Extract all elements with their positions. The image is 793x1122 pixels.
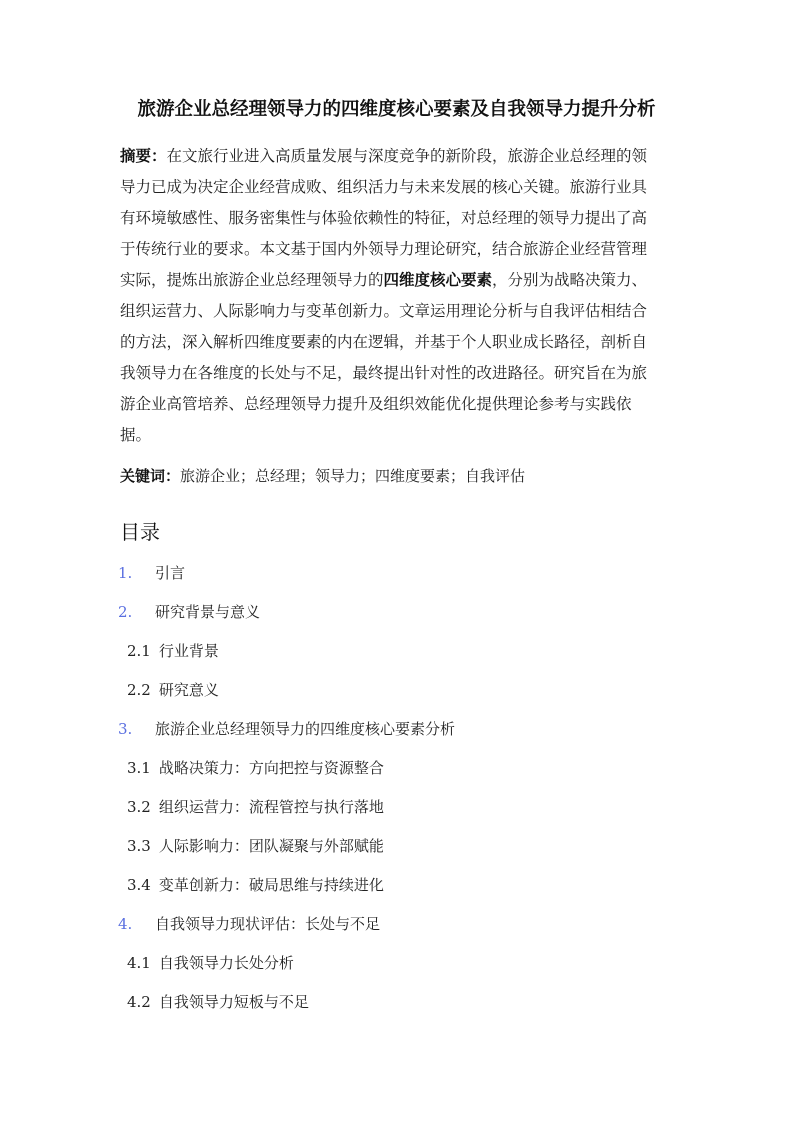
toc-item-label: 自我领导力长处分析 <box>158 954 294 972</box>
toc-item-number: 4.1 <box>127 954 151 972</box>
toc-item-label: 自我领导力现状评估：长处与不足 <box>155 915 381 933</box>
toc-item-number: 2. <box>118 603 133 621</box>
document-title: 旅游企业总经理领导力的四维度核心要素及自我领导力提升分析 <box>137 99 656 120</box>
abstract-line: 导力已成为决定企业经营成败、组织活力与未来发展的核心关键。旅游行业具 <box>120 178 648 196</box>
abstract-line: 据。 <box>120 426 152 444</box>
toc-item[interactable] <box>118 756 455 795</box>
toc-item[interactable] <box>118 600 455 639</box>
toc-item-number: 2.2 <box>127 681 151 699</box>
abstract-line: 我领导力在各维度的长处与不足，最终提出针对性的改进路径。研究旨在为旅 <box>120 364 648 382</box>
abstract-line: 有环境敏感性、服务密集性与体验依赖性的特征，对总经理的领导力提出了高 <box>120 209 648 227</box>
toc-item[interactable] <box>118 795 455 834</box>
toc-item-label: 行业背景 <box>158 642 219 660</box>
toc-item-number: 3.1 <box>127 759 151 777</box>
toc-item-number: 1. <box>118 564 133 582</box>
toc-item[interactable] <box>118 717 455 756</box>
table-of-contents <box>118 561 455 1029</box>
toc-item-number: 2.1 <box>127 642 151 660</box>
toc-item-number: 3.4 <box>127 876 151 894</box>
abstract-line: 于传统行业的要求。本文基于国内外领导力理论研究，结合旅游企业经营管理 <box>120 240 648 258</box>
abstract-line-tail: ，分别为战略决策力、 <box>492 271 648 289</box>
toc-item-label: 自我领导力短板与不足 <box>158 993 309 1011</box>
toc-item-number: 3.3 <box>127 837 151 855</box>
toc-item[interactable] <box>118 678 455 717</box>
toc-item[interactable] <box>118 561 455 600</box>
toc-item[interactable] <box>118 951 455 990</box>
toc-item-label: 研究背景与意义 <box>155 603 261 621</box>
abstract <box>120 142 680 452</box>
keywords <box>120 465 525 486</box>
toc-item[interactable] <box>118 873 455 912</box>
toc-item-label: 组织运营力：流程管控与执行落地 <box>158 798 384 816</box>
abstract-line: 组织运营力、人际影响力与变革创新力。文章运用理论分析与自我评估相结合 <box>120 302 648 320</box>
toc-item-label: 变革创新力：破局思维与持续进化 <box>158 876 384 894</box>
toc-item[interactable] <box>118 639 455 678</box>
abstract-label: 摘要： <box>120 147 167 165</box>
abstract-line: 实际，提炼出旅游企业总经理领导力的 <box>120 271 384 289</box>
toc-item-number: 3.2 <box>127 798 151 816</box>
toc-item[interactable] <box>118 834 455 873</box>
toc-item[interactable] <box>118 912 455 951</box>
abstract-line: 的方法，深入解析四维度要素的内在逻辑，并基于个人职业成长路径，剖析自 <box>120 333 648 351</box>
toc-item-number: 4. <box>118 915 133 933</box>
toc-item-number: 3. <box>118 720 133 738</box>
abstract-line: 游企业高管培养、总经理领导力提升及组织效能优化提供理论参考与实践依 <box>120 395 632 413</box>
keywords-text: 旅游企业；总经理；领导力；四维度要素；自我评估 <box>180 467 526 485</box>
keywords-label: 关键词： <box>120 467 181 485</box>
toc-item-label: 引言 <box>155 564 186 582</box>
abstract-bold-phrase: 四维度核心要素 <box>383 271 493 289</box>
toc-item-label: 旅游企业总经理领导力的四维度核心要素分析 <box>155 720 456 738</box>
abstract-line: 在文旅行业进入高质量发展与深度竞争的新阶段，旅游企业总经理的领 <box>166 147 648 165</box>
toc-item[interactable] <box>118 990 455 1029</box>
toc-item-label: 战略决策力：方向把控与资源整合 <box>158 759 384 777</box>
toc-item-number: 4.2 <box>127 993 151 1011</box>
toc-heading: 目录 <box>120 520 160 544</box>
toc-item-label: 人际影响力：团队凝聚与外部赋能 <box>158 837 384 855</box>
toc-item-label: 研究意义 <box>158 681 219 699</box>
